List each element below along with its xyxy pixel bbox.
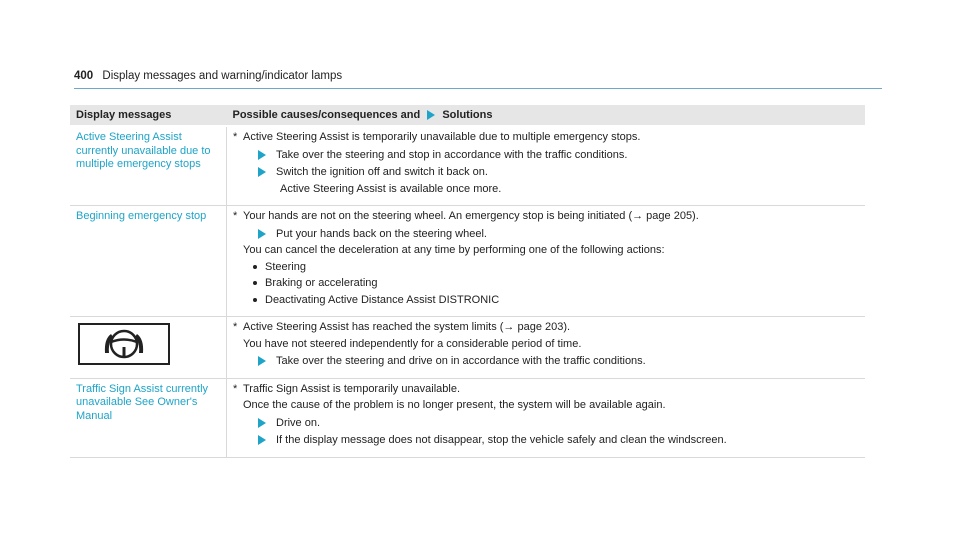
bullet-item: [233, 261, 859, 275]
solution-step: [233, 355, 859, 369]
arrow-right-icon: [258, 435, 266, 445]
arrow-right-icon: [427, 110, 435, 120]
page-header: [74, 70, 882, 89]
col-header-causes-solutions: [227, 105, 866, 126]
steering-wheel-hands-icon: [78, 323, 170, 365]
arrow-right-icon: [258, 167, 266, 177]
note-text: You have not steered independently for a considerable period of time.: [243, 337, 582, 350]
table-header-row: [70, 105, 865, 126]
asterisk-icon: *: [233, 131, 238, 143]
arrow-right-icon: [258, 229, 266, 239]
solution-step: [233, 166, 859, 180]
arrow-right-icon: [258, 150, 266, 160]
step-result-text: Active Steering Assist is available once more.: [280, 182, 502, 195]
table-row: [70, 126, 865, 206]
bullet-text: Deactivating Active Distance Assist DISTRONIC: [265, 293, 500, 306]
solution-cell: [227, 317, 866, 379]
solution-step: [233, 434, 859, 448]
cause-text: Traffic Sign Assist is temporarily unavailable.: [243, 382, 461, 395]
step-text: If the display message does not disappear, stop the vehicle safely and clean the windscreen.: [276, 434, 727, 446]
message-text: Traffic Sign Assist currently unavailable See Owner's Manual: [70, 378, 227, 457]
bullet-item: [233, 294, 859, 308]
asterisk-icon: *: [233, 382, 238, 395]
bullet-icon: [253, 298, 257, 302]
note-text: Once the cause of the problem is no longer present, the system will be available again.: [243, 399, 666, 411]
bullet-text: Braking or accelerating: [265, 277, 378, 289]
solution-step: [233, 149, 859, 163]
step-text: Switch the ignition off and switch it back on.: [276, 166, 488, 178]
bullet-icon: [253, 265, 257, 269]
step-text: Put your hands back on the steering wheel.: [276, 227, 487, 240]
bullet-item: [233, 277, 859, 291]
message-text: Beginning emergency stop: [70, 206, 227, 317]
cause-text: Active Steering Assist is temporarily unavailable due to multiple emergency stops.: [243, 131, 641, 143]
col-header-display-messages: Display messages: [70, 105, 227, 126]
bullet-icon: [253, 281, 257, 285]
message-icon-cell: [70, 317, 227, 379]
asterisk-icon: *: [233, 321, 238, 333]
note-text: You can cancel the deceleration at any time by performing one of the following actions:: [243, 244, 665, 256]
cause-text: Your hands are not on the steering wheel. An emergency stop is being initiated (→ page 205).: [243, 210, 699, 222]
solution-step: [233, 228, 859, 242]
page-number: 400: [74, 70, 94, 82]
solution-step: [233, 417, 859, 431]
page-header-title: Display messages and warning/indicator lamps: [102, 70, 343, 82]
col-header-solutions: Solutions: [442, 109, 493, 121]
table-row: [70, 206, 865, 317]
bullet-text: Steering: [265, 260, 306, 273]
step-text: Take over the steering and stop in accordance with the traffic conditions.: [276, 148, 628, 161]
arrow-right-icon: [258, 418, 266, 428]
cause-text: Active Steering Assist has reached the system limits (→ page 203).: [243, 321, 571, 333]
solution-cell: [227, 378, 866, 457]
col-header-causes: Possible causes/consequences and: [232, 109, 421, 121]
step-text: Take over the steering and drive on in accordance with the traffic conditions.: [276, 355, 646, 367]
solution-cell: [227, 206, 866, 317]
cause-line: [233, 210, 859, 224]
cause-line: [233, 383, 859, 397]
step-text: Drive on.: [276, 416, 321, 429]
solution-cell: [227, 126, 866, 206]
table-row: [70, 378, 865, 457]
cause-line: [233, 321, 859, 335]
cause-line: [233, 131, 859, 145]
display-messages-table: [70, 105, 865, 458]
table-row: [70, 317, 865, 379]
asterisk-icon: *: [233, 210, 238, 222]
arrow-right-icon: [258, 356, 266, 366]
message-text: Active Steering Assist currently unavailable due to multiple emergency stops: [70, 126, 227, 206]
